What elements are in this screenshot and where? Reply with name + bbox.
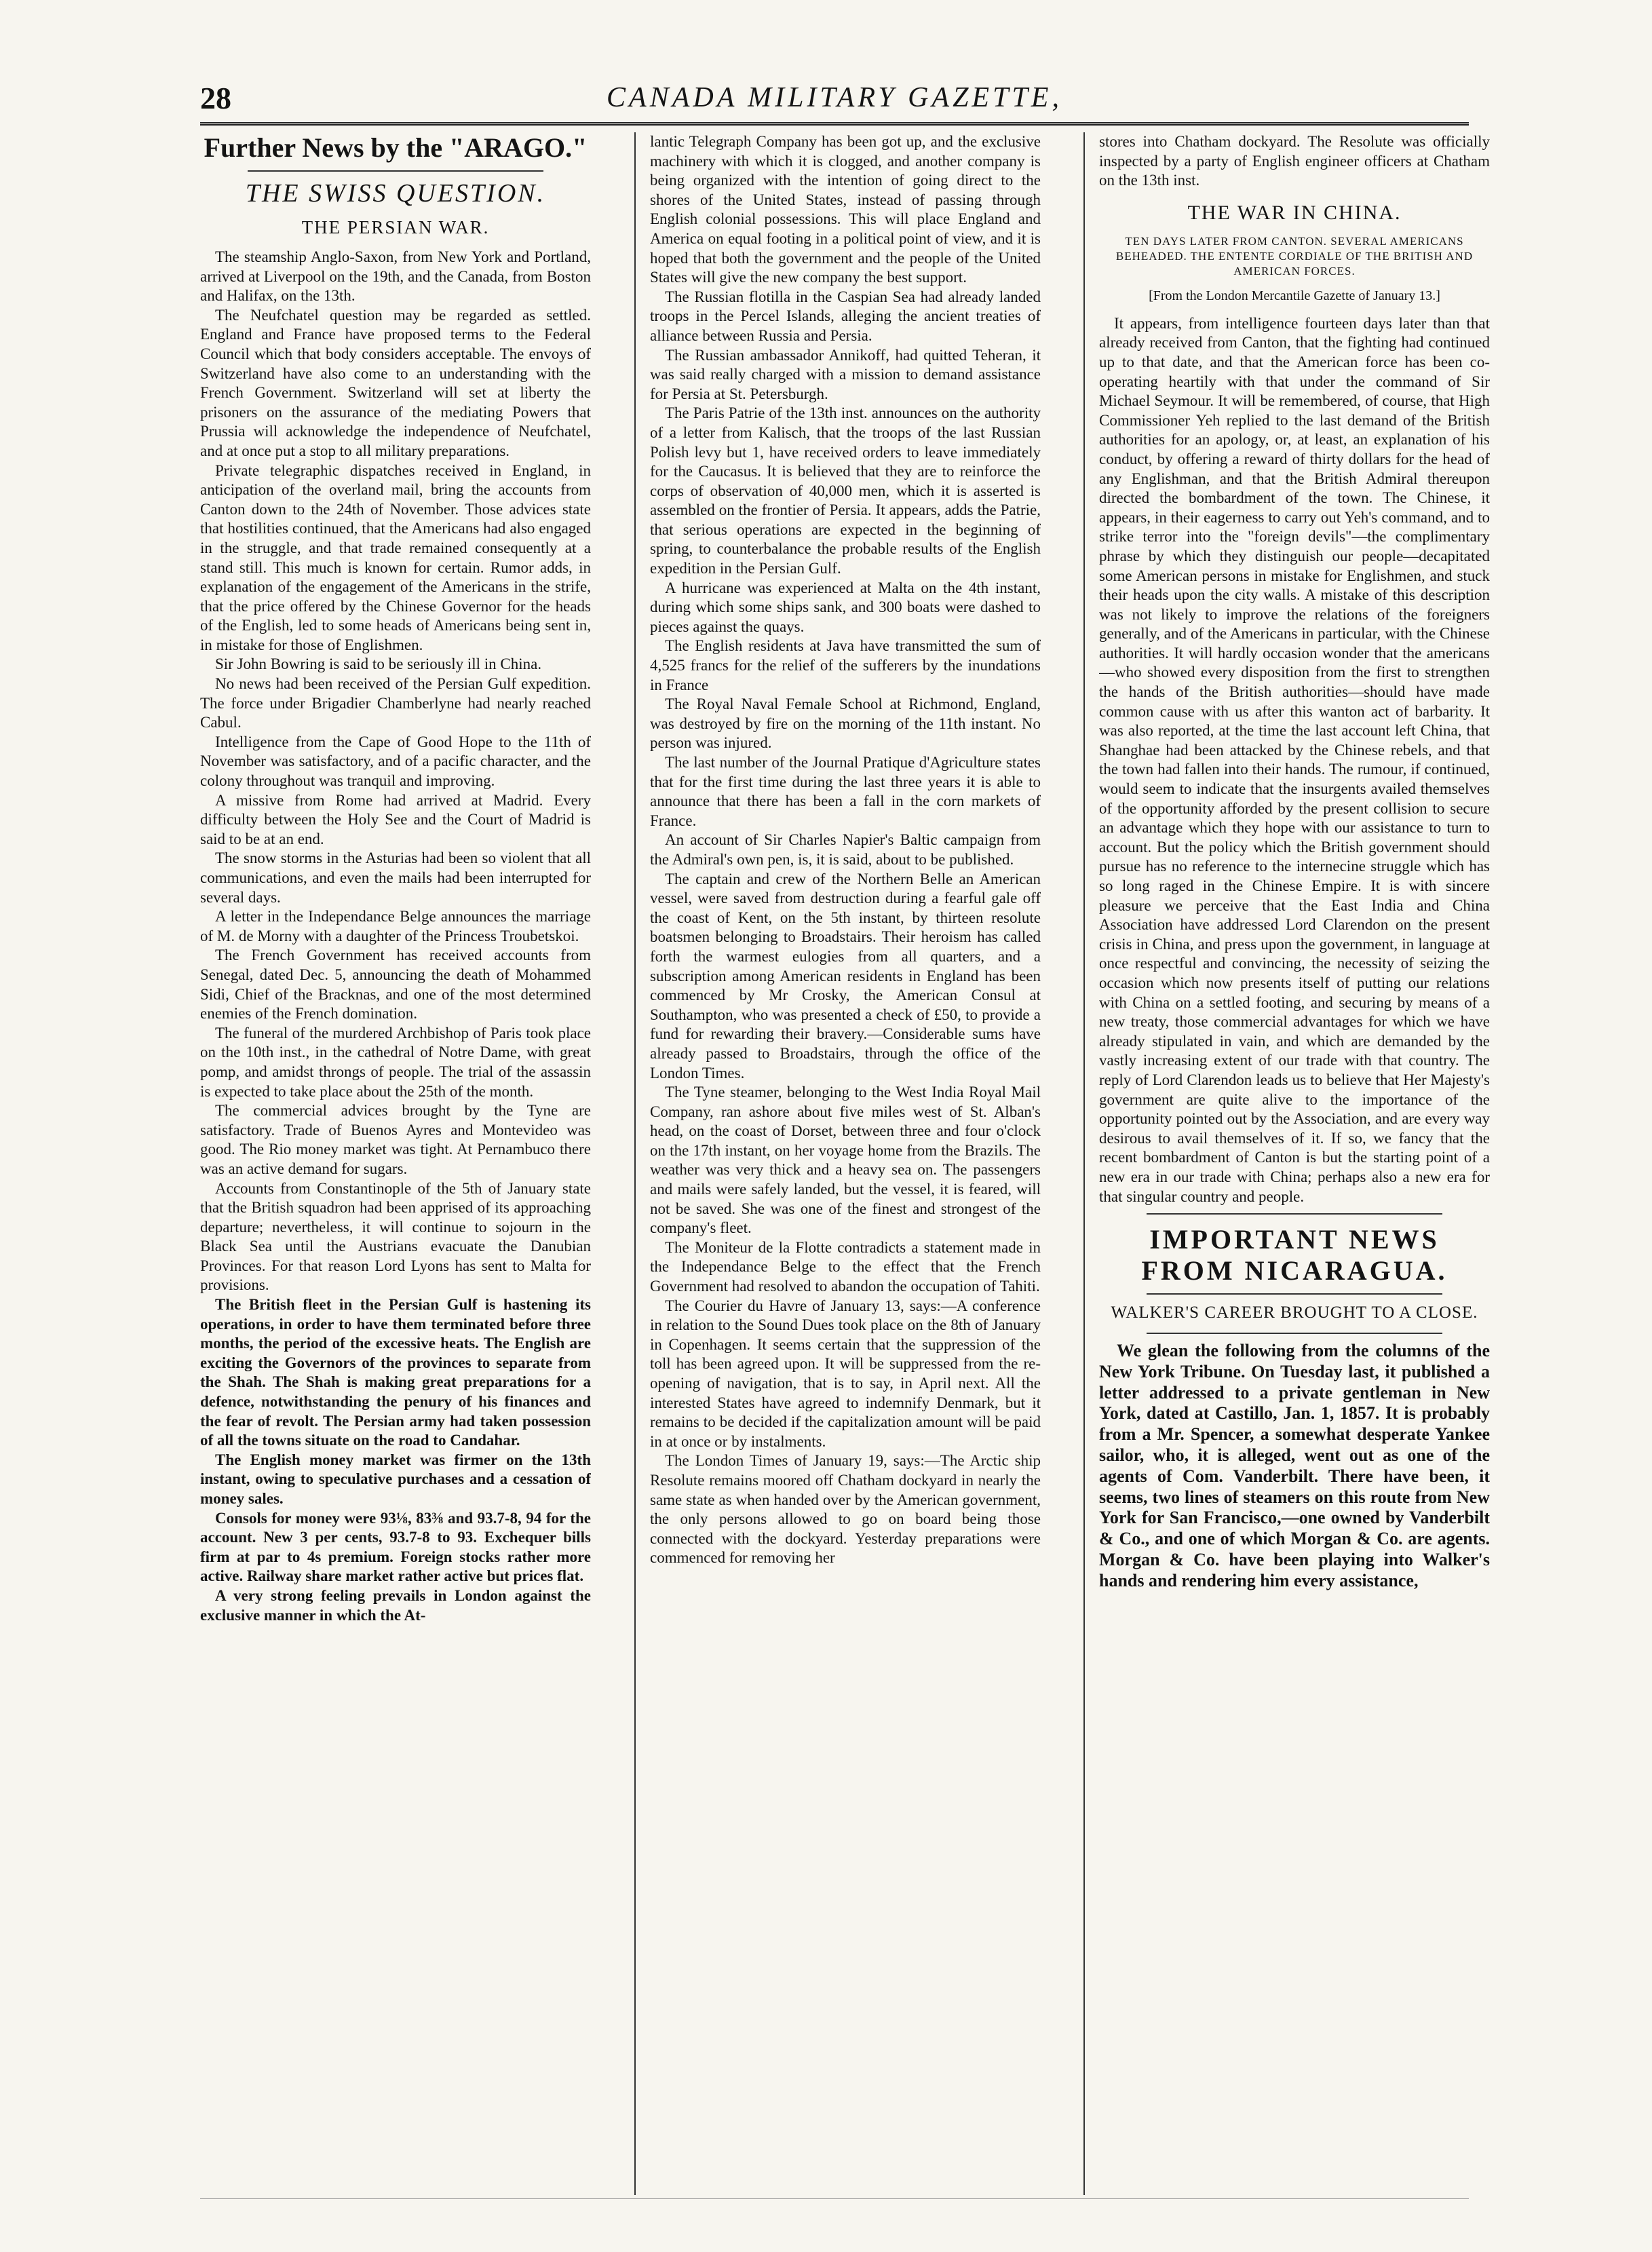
article-paragraph: The Tyne steamer, belonging to the West India Royal Mail Company, ran ashore about five miles west of St. Alban's head, on the coast of Dorset, between three and four o'clock on the 17th instant, on her voyage home from the Brazils. The weather was very thick and a heavy sea on. The passengers and mails were safely landed, but the vessel, it is feared, will not be saved. She was one of the finest and strongest of the company's fleet. (650, 1084, 1041, 1237)
article-paragraph: The English money market was firmer on the 13th instant, owing to speculative purchases and a cessation of money sales. (200, 1451, 591, 1507)
page-number: 28 (200, 81, 231, 115)
nicaragua-article (1099, 1341, 1490, 1592)
column-2 (650, 132, 1041, 2195)
article-paragraph: The Royal Naval Female School at Richmond, England, was destroyed by fire on the morning of the 11th instant. No person was injured. (650, 695, 1041, 752)
header-rule (200, 122, 1469, 126)
article-paragraph: Intelligence from the Cape of Good Hope to the 11th of November was satisfactory, and of a pacific character, and the colony throughout was tranquil and improving. (200, 733, 591, 790)
article-paragraph: A letter in the Independance Belge announces the marriage of M. de Morny with a daughter of the Princess Troubetskoi. (200, 908, 591, 944)
article-paragraph: The Moniteur de la Flotte contradicts a statement made in the Independance Belge to the effect that the French Government had resolved to abandon the occupation of Tahiti. (650, 1238, 1041, 1295)
article-paragraph: The Russian ambassador Annikoff, had quitted Teheran, it was said really charged with a mission to demand assistance for Persia at St. Petersburgh. (650, 346, 1041, 402)
article-paragraph: A very strong feeling prevails in London against the exclusive manner in which the At- (200, 1586, 591, 1624)
article-paragraph: The French Government has received accounts from Senegal, dated Dec. 5, announcing the death of Mohammed Sidi, Chief of the Bracknas, and one of the most determined enemies of the French domination. (200, 947, 591, 1023)
section-war-in-china: THE WAR IN CHINA. (1187, 201, 1402, 224)
article-paragraph: The English residents at Java have transmitted the sum of 4,525 francs for the relief of the sufferers by the inundations in France (650, 637, 1041, 693)
article-paragraph: The steamship Anglo-Saxon, from New York and Portland, arrived at Liverpool on the 19th, and the Canada, from Boston and Halifax, on the 13th. (200, 248, 591, 305)
article-paragraph: The Courier du Havre of January 13, says:—A conference in relation to the Sound Dues took place on the 8th of January in Copenhagen. It seems certain that the suppression of the toll has been agreed upon. It will be suppressed from the re-opening of navigation, that is to say, in April next. All the interested States have agreed to indemnify Denmark, but it remains to be decided if the capitalization amount will be paid in at once or by instalments. (650, 1297, 1041, 1450)
article-paragraph: The Neufchatel question may be regarded as settled. England and France have proposed terms to the Federal Council which that body considers acceptable. The envoys of Switzerland have also come to an understanding with the French Government. Switzerland will set at liberty the prisoners on the assurance of the mediating Powers that Prussia will acknowledge the independence of Neufchatel, and at once put a stop to all military preparations. (200, 306, 591, 459)
column-divider (1083, 132, 1085, 2195)
article-paragraph: The London Times of January 19, says:—The Arctic ship Resolute remains moored off Chatham dockyard in nearly the same state as when handed over by the American government, the only persons allowed to go on board being those connected with the dockyard. Yesterday preparations were commenced for removing her (650, 1452, 1041, 1567)
article-paragraph: lantic Telegraph Company has been got up, and the exclusive machinery with which it is clogged, and another company is being organized with the intention of going direct to the shores of the United States, instead of passing through English colonial possessions. This will place England and America on equal footing in a political point of view, and it is hoped that both the government and the people of the United States will give the new company the best support. (650, 133, 1041, 286)
running-title: CANADA MILITARY GAZETTE, (607, 82, 1062, 113)
article-paragraph: Private telegraphic dispatches received in England, in anticipation of the overland mail, bring the accounts from Canton down to the 24th of November. Those advices state that hostilities continued, that the Americans had also engaged in the struggle, and that trade remained consequently at a stand still. This much is known for certain. Rumor adds, in explanation of the engagement of the Americans in the strife, that the price offered by the Chinese Governor for the heads of the English, led to some heads of Americans being sent in, in mistake for those of Englishmen. (200, 461, 591, 653)
headline-further-news: Further News by the "ARAGO." (204, 132, 588, 163)
article-paragraph: It appears, from intelligence fourteen days later than that already received from Canton, that the fighting had continued up to that date, and that the American force has been co-operating heartily with that under the command of Sir Michael Seymour. It will be remembered, of course, that High Commissioner Yeh replied to the last demand of the British authorities for an apology, or, at least, an explanation of his conduct, by offering a reward of thirty dollars for the head of any Englishman, and that the British Admiral thereupon directed the bombardment of the town. The Chinese, it appears, in their eagerness to carry out Yeh's command, and to strike terror into the "foreign devils"—the complimentary phrase by which they distinguish our people—decapitated some American persons in mistake for Englishmen, and stuck their heads upon the city walls. A mistake of this description was not likely to improve the relations of the foreigners generally, and of the Americans in particular, with the Chinese authorities. It will hardly occasion wonder that the americans—who showed every disposition from the first to strengthen the hands of the British authorities—should have made common cause with us after this wanton act of barbarity. It was also reported, at the time the last account left China, that Shanghae had been attacked by the Chinese rebels, and that the town had fallen into their hands. The rumour, if continued, would seem to indicate that the insurgents availed themselves of the opportunity afforded by the present collision to secure an advantage which they hope with our assistance to turn to account. But the policy which the British government should pursue has no reference to the internecine struggle which has so long raged in the Chinese Empire. It is with sincere pleasure we perceive that the East India and China Association have addressed Lord Clarendon on the present crisis in China, and press upon the government, in language at once respectful and convincing, the necessity of seizing the occasion which now presents itself of putting our relations with China on a settled footing, and securing by means of a new treaty, those commercial advantages for which we have already stipulated in vain, and which are demanded by the vastly increasing extent of our trade with that country. The reply of Lord Clarendon leads us to believe that Her Majesty's government are quite alive to the importance of the opportunity pointed out by the Association, and are every way desirous to avail themselves of it. If so, we fancy that the recent bombardment of Canton is but the starting point of a new era in our trade with China; perhaps also a new era for that singular country and people. (1099, 314, 1490, 1205)
article-paragraph: The British fleet in the Persian Gulf is hastening its operations, in order to have them terminated before three months, the period of the excessive heats. The English are exciting the Governors of the provinces to separate from the Shah. The Shah is making great preparations for a defence, notwithstanding the penury of his finances and the fear of revolt. The Persian army had taken possession of all the towns situate on the road to Candahar. (200, 1296, 591, 1449)
separator-rule (1147, 1213, 1442, 1215)
article-paragraph: We glean the following from the columns of the New York Tribune. On Tuesday last, it published a letter addressed to a private gentleman in New York, dated at Castillo, Jan. 1, 1857. It is probably from a Mr. Spencer, a somewhat desperate Yankee sailor, who, it is alleged, went out as one of the agents of Com. Vanderbilt. There have been, it seems, two lines of steamers on this route from New York for San Francisco,—one owned by Vanderbilt & Co., and one of which Morgan & Co. are agents. Morgan & Co. have been playing into Walker's hands and rendering him every assistance, (1099, 1341, 1490, 1590)
article-paragraph: A missive from Rome had arrived at Madrid. Every difficulty between the Holy See and the Court of Madrid is said to be at an end. (200, 791, 591, 847)
separator-rule (248, 170, 543, 172)
separator-rule (1147, 1293, 1442, 1295)
separator-rule (1147, 1333, 1442, 1334)
column-1 (200, 132, 591, 2195)
headline-nicaragua: IMPORTANT NEWS FROM NICARAGUA. (1141, 1224, 1448, 1286)
article-paragraph: The commercial advices brought by the Tyne are satisfactory. Trade of Buenos Ayres and Montevideo was good. The Rio money market was tight. At Pernambuco there was an active demand for sugars. (200, 1102, 591, 1177)
article-paragraph: Sir John Bowring is said to be seriously ill in China. (215, 655, 542, 673)
article-paragraph: The last number of the Journal Pratique d'Agriculture states that for the first time during the last three years it is able to announce that there has been a fall in the corn markets of France. (650, 754, 1041, 829)
article-paragraph: stores into Chatham dockyard. The Resolute was officially inspected by a party of English engineer officers at Chatham on the 13th inst. (1099, 133, 1490, 189)
china-subhead: TEN DAYS LATER FROM CANTON. SEVERAL AMERICANS BEHEADED. THE ENTENTE CORDIALE OF THE BRITISH AND AMERICAN FORCES. (1115, 234, 1474, 278)
article-paragraph: An account of Sir Charles Napier's Baltic campaign from the Admiral's own pen, is, it is said, about to be published. (650, 831, 1041, 868)
footer-rule (200, 2198, 1469, 2199)
article-paragraph: A hurricane was experienced at Malta on the 4th instant, during which some ships sank, and 300 boats were dashed to pieces against the quays. (650, 579, 1041, 635)
section-persian-war: THE PERSIAN WAR. (301, 217, 490, 237)
article-paragraph: Consols for money were 93⅛, 83⅜ and 93.7-8, 94 for the account. New 3 per cents, 93.7-8 to 93. Exchequer bills firm at par to 4s premium. Foreign stocks rather more active. Railway share market rather active but prices flat. (200, 1509, 591, 1585)
article-paragraph: The captain and crew of the Northern Belle an American vessel, were saved from destruction during a fearful gale off the coast of Kent, on the 5th instant, by thirteen resolute boatsmen belonging to Broadstairs. Their heroism has called forth the warmest eulogies from all quarters, and a subscription among American residents in England has been commenced by Mr Crosky, the American Consul at Southampton, who was presented a check of £50, to provide a fund for rewarding their bravery.—Considerable sums have already passed to Broadstairs, through the office of the London Times. (650, 870, 1041, 1082)
article-paragraph: Accounts from Constantinople of the 5th of January state that the British squadron had been apprised of its approaching departure; nevertheless, it will continue to sojourn in the Black Sea until the Austrians evacuate the Danubian Provinces. For that reason Lord Lyons has sent to Malta for provisions. (200, 1179, 591, 1294)
page-header (200, 80, 1469, 121)
article-paragraph: The Russian flotilla in the Caspian Sea had already landed troops in the Percel Islands, alleging the ancient treaties of alliance between Russia and Persia. (650, 288, 1041, 344)
subheadline-swiss-question: THE SWISS QUESTION. (245, 179, 546, 208)
article-paragraph: The funeral of the murdered Archbishop of Paris took place on the 10th inst., in the cathedral of Notre Dame, with great pomp, and amidst throngs of people. The trial of the assassin is expected to take place about the 25th of the month. (200, 1024, 591, 1100)
article-paragraph: No news had been received of the Persian Gulf expedition. The force under Brigadier Chamberlyne had nearly reached Cabul. (200, 675, 591, 731)
article-paragraph: The Paris Patrie of the 13th inst. announces on the authority of a letter from Kalisch, that the troops of the last Russian Polish levy but 1, have received orders to leave immediately for the Caucasus. It is believed that they are to reinforce the corps of observation of 40,000 men, which it is asserted is assembled on the frontier of Persia. It appears, adds the Patrie, that serious operations are expected in the beginning of spring, to counterbalance the probable results of the English expedition in the Persian Gulf. (650, 404, 1041, 577)
china-source-line: [From the London Mercantile Gazette of January 13.] (1149, 288, 1440, 303)
column-divider (634, 132, 636, 2195)
column-3 (1099, 132, 1490, 2195)
article-paragraph: The snow storms in the Asturias had been so violent that all communications, and even the mails had been interrupted for several days. (200, 850, 591, 906)
subheadline-walker: WALKER'S CAREER BROUGHT TO A CLOSE. (1111, 1303, 1478, 1322)
